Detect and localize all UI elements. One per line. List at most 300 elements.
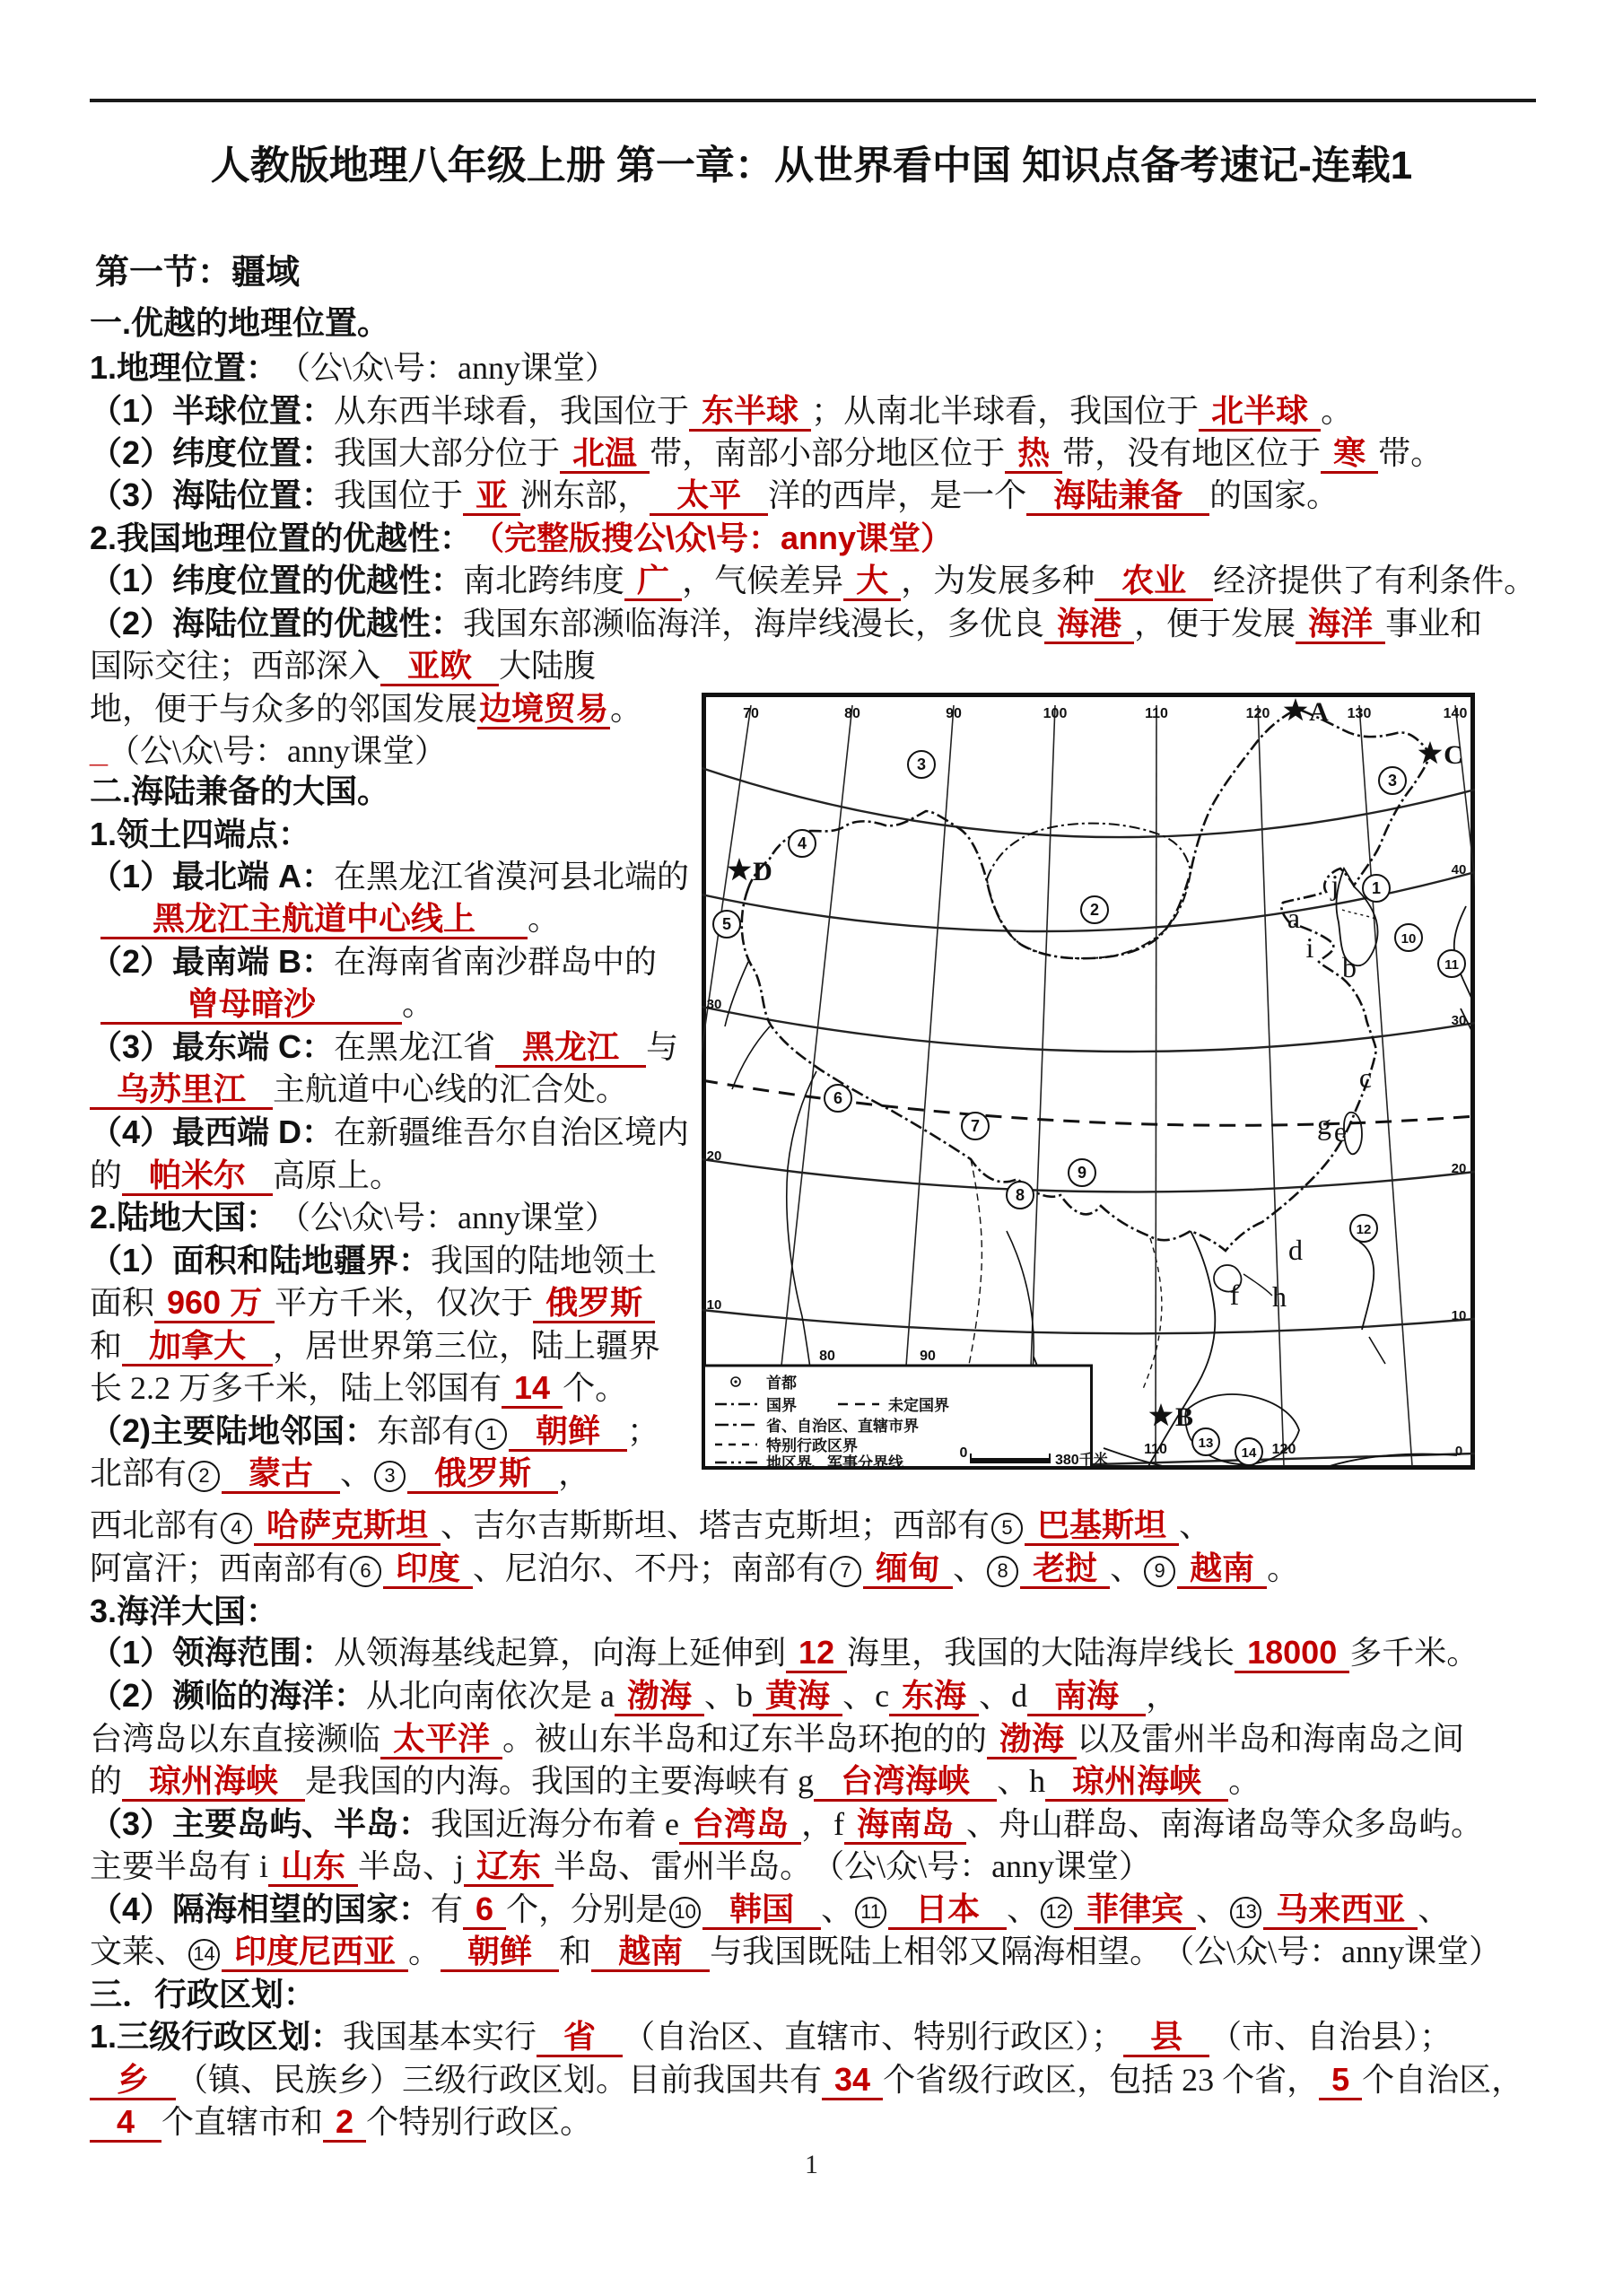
answer-blank: 4 bbox=[90, 2104, 161, 2143]
text-segment: （2）海陆位置的优越性： bbox=[90, 605, 464, 642]
text-segment: （2）濒临的海洋： bbox=[90, 1677, 367, 1714]
answer-blank: 北温 bbox=[560, 435, 650, 474]
text-line bbox=[90, 1975, 316, 2014]
text-segment: 带，南部小部分地区位于 bbox=[650, 435, 1006, 471]
answer-blank: 县 bbox=[1123, 2019, 1209, 2057]
text-segment: 1.地理位置： bbox=[90, 349, 263, 386]
answer-blank: 哈萨克斯坦 bbox=[254, 1507, 441, 1546]
answer-blank: 韩国 bbox=[702, 1891, 821, 1930]
text-segment: （1）纬度位置的优越性： bbox=[90, 562, 464, 598]
answer-blank: 北半球 bbox=[1199, 393, 1321, 432]
answer-blank: 海南岛 bbox=[844, 1806, 966, 1845]
answer-blank: 广 bbox=[624, 563, 682, 601]
text-segment: 2.我国地理位置的优越性： bbox=[90, 519, 457, 556]
text-segment: 经济提供了有利条件。 bbox=[1213, 563, 1537, 598]
text-segment: 、d bbox=[979, 1678, 1028, 1714]
text-segment: 与 bbox=[646, 1029, 679, 1065]
text-segment: ，为发展多种 bbox=[901, 563, 1095, 598]
text-segment: 。 bbox=[1228, 1763, 1261, 1799]
map-circled-number bbox=[1363, 875, 1390, 902]
circled-number: 13 bbox=[1230, 1897, 1261, 1928]
text-segment: 北部有 bbox=[90, 1455, 188, 1491]
text-line bbox=[90, 1454, 590, 1494]
svg-text:c: c bbox=[1358, 1061, 1373, 1094]
svg-text:13: 13 bbox=[1198, 1436, 1214, 1451]
answer-blank: 960 万 bbox=[154, 1285, 275, 1323]
svg-text:10: 10 bbox=[1400, 931, 1417, 947]
text-segment: （镇、民族乡）三级行政区划。目前我国共有 bbox=[176, 2062, 823, 2098]
text-line bbox=[90, 1846, 1151, 1887]
text-line bbox=[90, 519, 953, 558]
text-segment: 从北向南依次是 a bbox=[366, 1678, 615, 1714]
text-line bbox=[90, 731, 447, 771]
circled-number: 1 bbox=[476, 1419, 507, 1450]
answer-blank: 缅甸 bbox=[863, 1550, 953, 1589]
text-segment: 阿富汗；西南部有 bbox=[90, 1550, 349, 1586]
text-segment: 一.优越的地理位置。 bbox=[90, 304, 390, 341]
text-line bbox=[90, 561, 1536, 601]
answer-blank: 乡 bbox=[90, 2062, 176, 2100]
text-segment: 、c bbox=[842, 1678, 890, 1714]
text-segment: 的 bbox=[90, 1763, 123, 1799]
text-segment: 我国的陆地领土 bbox=[431, 1243, 658, 1279]
text-segment: 多千米。 bbox=[1349, 1635, 1479, 1671]
svg-text:90: 90 bbox=[946, 706, 962, 721]
circled-number: 2 bbox=[188, 1461, 220, 1492]
answer-blank: 印度 bbox=[383, 1550, 473, 1589]
text-segment: （3）最东端 C： bbox=[90, 1028, 335, 1065]
text-segment: （1）领海范围： bbox=[90, 1634, 335, 1671]
svg-text:100: 100 bbox=[1043, 706, 1068, 721]
text-segment: （4）隔海相望的国家： bbox=[90, 1890, 432, 1927]
text-line bbox=[90, 815, 310, 854]
circled-number: 10 bbox=[669, 1897, 701, 1928]
text-segment: 和 bbox=[90, 1328, 123, 1364]
text-segment: （市、自治县）； bbox=[1209, 2019, 1453, 2055]
text-segment: 2.陆地大国： bbox=[90, 1199, 263, 1235]
text-segment: ，便于发展 bbox=[1134, 606, 1296, 642]
text-segment: 、 bbox=[1418, 1891, 1451, 1927]
answer-blank: 6 bbox=[463, 1891, 506, 1930]
text-line bbox=[90, 1069, 628, 1110]
text-segment: ，气候差异 bbox=[682, 563, 844, 598]
text-segment: 半岛、j bbox=[358, 1848, 465, 1884]
answer-blank: 12 bbox=[786, 1635, 847, 1673]
svg-text:0: 0 bbox=[959, 1445, 968, 1461]
text-segment: 个，分别是 bbox=[506, 1891, 668, 1927]
text-segment: （公\众\号：anny课堂） bbox=[108, 733, 448, 769]
text-segment: 。 bbox=[1267, 1550, 1300, 1586]
text-segment: 带，没有地区位于 bbox=[1062, 435, 1322, 471]
svg-text:80: 80 bbox=[819, 1349, 835, 1364]
text-line bbox=[90, 1156, 402, 1196]
svg-text:h: h bbox=[1272, 1280, 1287, 1313]
text-segment: 3.海洋大国： bbox=[90, 1593, 279, 1629]
text-line bbox=[90, 1804, 1483, 1845]
answer-blank: 5 bbox=[1319, 2062, 1362, 2100]
circled-number: 5 bbox=[991, 1513, 1023, 1544]
answer-blank: 太平 bbox=[650, 477, 768, 516]
svg-text:1: 1 bbox=[1371, 879, 1382, 897]
circled-number: 3 bbox=[374, 1461, 406, 1492]
text-segment: 从东西半球看，我国位于 bbox=[334, 393, 690, 429]
text-line bbox=[90, 1027, 678, 1068]
answer-blank: 黑龙江主航道中心线上 bbox=[100, 901, 528, 939]
text-line bbox=[90, 604, 1482, 644]
svg-text:4: 4 bbox=[797, 834, 807, 852]
text-segment: 在黑龙江省 bbox=[334, 1029, 496, 1065]
text-segment: 、 bbox=[1196, 1891, 1229, 1927]
text-segment: 西北部有 bbox=[90, 1507, 220, 1543]
map-legend bbox=[704, 1366, 1108, 1470]
text-segment: ， bbox=[558, 1455, 591, 1491]
text-segment: 三．行政区划： bbox=[90, 1976, 317, 2012]
circled-number: 7 bbox=[830, 1556, 861, 1587]
svg-text:a: a bbox=[1287, 902, 1301, 934]
svg-text:20: 20 bbox=[1451, 1161, 1467, 1176]
text-segment: 国际交往；西部深入 bbox=[90, 648, 381, 684]
answer-blank: 蒙古 bbox=[222, 1455, 340, 1494]
text-segment: 我国基本实行 bbox=[343, 2019, 537, 2055]
svg-text:i: i bbox=[1305, 931, 1314, 964]
text-line bbox=[90, 391, 1353, 432]
svg-text:2: 2 bbox=[1089, 901, 1100, 919]
page-title: 人教版地理八年级上册 第一章：从世界看中国 知识点备考速记-连载1 bbox=[210, 144, 1413, 188]
text-segment: （公\众\号：anny课堂） bbox=[262, 350, 618, 386]
text-segment: ， bbox=[1146, 1678, 1179, 1714]
svg-text:国界: 国界 bbox=[766, 1397, 797, 1414]
text-segment: 我国东部濒临海洋，海岸线漫长，多优良 bbox=[463, 606, 1045, 642]
answer-blank: 省 bbox=[537, 2019, 623, 2057]
answer-blank: 海陆兼备 bbox=[1026, 477, 1209, 516]
svg-text:7: 7 bbox=[970, 1117, 981, 1135]
text-segment: 、尼泊尔、不丹；南部有 bbox=[473, 1550, 829, 1586]
map-circled-number bbox=[713, 911, 740, 938]
answer-blank: 辽东 bbox=[464, 1848, 554, 1887]
section-heading: 第一节：疆域 bbox=[95, 254, 301, 292]
text-line bbox=[90, 857, 689, 896]
text-segment: 、舟山群岛、南海诸岛等众多岛屿。 bbox=[966, 1806, 1484, 1842]
answer-blank: 海港 bbox=[1044, 606, 1134, 644]
map-circled-number bbox=[825, 1085, 851, 1112]
answer-blank: 亚 bbox=[463, 477, 520, 516]
text-segment: （2）最南端 B： bbox=[90, 943, 335, 980]
answer-blank: 琼州海峡 bbox=[122, 1763, 305, 1802]
answer-blank: 渤海 bbox=[615, 1678, 704, 1716]
map-circled-number bbox=[1235, 1438, 1262, 1465]
svg-text:e: e bbox=[1333, 1115, 1348, 1148]
answer-blank: 俄罗斯 bbox=[407, 1455, 558, 1494]
svg-text:b: b bbox=[1342, 951, 1357, 983]
text-segment: ；从南北半球看，我国位于 bbox=[811, 393, 1200, 429]
text-segment: 。 bbox=[1321, 393, 1354, 429]
answer-blank: 加拿大 bbox=[122, 1328, 273, 1366]
answer-blank: 亚欧 bbox=[380, 648, 499, 686]
answer-blank: 菲律宾 bbox=[1074, 1891, 1196, 1930]
svg-text:110: 110 bbox=[1144, 1442, 1167, 1457]
circled-number: 4 bbox=[221, 1513, 252, 1544]
svg-text:地区界、军事分界线: 地区界、军事分界线 bbox=[766, 1454, 903, 1470]
text-line bbox=[90, 2017, 1452, 2057]
map-circled-number bbox=[1081, 896, 1108, 923]
text-segment: 与我国既陆上相邻又隔海相望。 （公\众\号：anny课堂） bbox=[710, 1934, 1502, 1969]
text-segment: 东部有 bbox=[377, 1413, 475, 1449]
svg-text:j: j bbox=[1331, 869, 1339, 901]
answer-blank: 海洋 bbox=[1296, 606, 1385, 644]
svg-text:380千米: 380千米 bbox=[1055, 1453, 1108, 1468]
map-circled-number bbox=[1379, 767, 1406, 794]
text-segment: 台湾岛以东直接濒临 bbox=[90, 1721, 381, 1757]
svg-text:14: 14 bbox=[1241, 1445, 1257, 1461]
text-segment: 南北跨纬度 bbox=[463, 563, 625, 598]
svg-text:120: 120 bbox=[1271, 1442, 1296, 1457]
answer-blank: 朝鲜 bbox=[509, 1413, 627, 1452]
circled-number: 9 bbox=[1144, 1556, 1175, 1587]
svg-text:D: D bbox=[753, 857, 772, 886]
map-circled-number bbox=[1395, 924, 1422, 951]
text-line bbox=[90, 772, 389, 811]
text-segment: （2）纬度位置： bbox=[90, 434, 335, 471]
answer-blank: 34 bbox=[822, 2062, 883, 2100]
text-line bbox=[90, 303, 389, 343]
text-line bbox=[90, 1368, 627, 1409]
circled-number: 12 bbox=[1041, 1897, 1072, 1928]
answer-blank: 边境贸易 bbox=[477, 691, 610, 729]
text-segment: （4）最西端 D： bbox=[90, 1113, 335, 1150]
text-line bbox=[90, 942, 657, 982]
text-segment: 个。 bbox=[563, 1370, 628, 1406]
text-segment: 文莱、 bbox=[90, 1934, 188, 1969]
text-line bbox=[90, 1198, 617, 1237]
text-line bbox=[100, 899, 560, 939]
text-line bbox=[90, 1411, 659, 1452]
text-line bbox=[90, 1283, 655, 1323]
text-segment: ，居世界第三位，陆上疆界 bbox=[273, 1328, 661, 1364]
text-line bbox=[90, 689, 642, 729]
text-segment: （1）最北端 A： bbox=[90, 858, 335, 895]
text-segment: 个特别行政区。 bbox=[366, 2104, 593, 2140]
svg-text:90: 90 bbox=[920, 1349, 936, 1364]
answer-blank: 巴基斯坦 bbox=[1025, 1507, 1179, 1546]
svg-text:g: g bbox=[1317, 1108, 1331, 1140]
text-segment: 。 bbox=[408, 1934, 441, 1969]
circled-number: 8 bbox=[987, 1556, 1018, 1587]
text-line bbox=[90, 1113, 689, 1152]
text-segment: 平方千米，仅次于 bbox=[275, 1285, 534, 1321]
text-segment: 我国位于 bbox=[334, 477, 464, 513]
text-line bbox=[90, 476, 1339, 516]
answer-blank: 14 bbox=[502, 1370, 563, 1409]
answer-blank: 黑龙江 bbox=[495, 1029, 646, 1068]
text-line bbox=[90, 1633, 1479, 1673]
text-line bbox=[100, 984, 434, 1025]
answer-blank: 琼州海峡 bbox=[1045, 1763, 1228, 1802]
answer-blank: 大 bbox=[843, 563, 901, 601]
answer-blank: 老挝 bbox=[1020, 1550, 1110, 1589]
svg-text:140: 140 bbox=[1443, 706, 1468, 721]
answer-blank: 南海 bbox=[1027, 1678, 1146, 1716]
answer-blank: 印度尼西亚 bbox=[222, 1934, 408, 1972]
answer-blank: 越南 bbox=[591, 1934, 710, 1972]
header-rule bbox=[90, 99, 1536, 102]
svg-text:12: 12 bbox=[1356, 1222, 1372, 1237]
svg-text:10: 10 bbox=[706, 1297, 722, 1313]
text-segment: （公\众\号：anny课堂） bbox=[262, 1200, 618, 1235]
answer-blank: 曾母暗沙 bbox=[100, 986, 402, 1025]
svg-text:120: 120 bbox=[1245, 706, 1270, 721]
text-line bbox=[90, 2060, 1523, 2100]
text-segment: 主航道中心线的汇合处。 bbox=[273, 1071, 629, 1107]
circled-number: 6 bbox=[350, 1556, 381, 1587]
text-segment: 1.领土四端点： bbox=[90, 816, 311, 852]
text-line bbox=[90, 348, 617, 388]
text-segment: 高原上。 bbox=[273, 1157, 403, 1193]
svg-text:未定国界: 未定国界 bbox=[888, 1397, 949, 1414]
answer-blank: 台湾岛 bbox=[679, 1806, 801, 1845]
svg-text:3: 3 bbox=[1387, 772, 1398, 790]
svg-text:70: 70 bbox=[743, 706, 759, 721]
map-circled-number bbox=[1192, 1428, 1219, 1455]
text-segment: ； bbox=[627, 1413, 660, 1449]
text-segment: 带。 bbox=[1378, 435, 1444, 471]
answer-blank: 2 bbox=[323, 2104, 366, 2143]
answer-blank: 俄罗斯 bbox=[533, 1285, 655, 1323]
text-segment: 我国近海分布着 e bbox=[431, 1806, 680, 1842]
circled-number: 11 bbox=[855, 1897, 886, 1928]
map-circled-number bbox=[908, 751, 935, 778]
text-segment: _ bbox=[90, 732, 109, 769]
text-line bbox=[90, 1326, 660, 1366]
text-segment: ，f bbox=[801, 1806, 845, 1842]
text-segment: 洋的西岸，是一个 bbox=[768, 477, 1027, 513]
answer-blank: 太平洋 bbox=[380, 1721, 502, 1759]
svg-text:5: 5 bbox=[721, 915, 732, 933]
text-segment: 的 bbox=[90, 1157, 123, 1193]
answer-blank: 寒 bbox=[1321, 435, 1378, 474]
answer-blank: 乌苏里江 bbox=[90, 1071, 273, 1110]
text-segment: 事业和 bbox=[1385, 606, 1483, 642]
text-segment: （1）面积和陆地疆界： bbox=[90, 1242, 432, 1279]
answer-blank: 黄海 bbox=[753, 1678, 842, 1716]
svg-text:0: 0 bbox=[1454, 1444, 1463, 1459]
text-segment: 我国大部分位于 bbox=[334, 435, 561, 471]
svg-text:130: 130 bbox=[1347, 706, 1372, 721]
text-segment: 半岛、雷州半岛。 （公\众\号：anny课堂） bbox=[554, 1848, 1152, 1884]
china-map bbox=[702, 693, 1475, 1470]
svg-text:11: 11 bbox=[1444, 957, 1459, 973]
text-segment: 个自治区， bbox=[1362, 2062, 1524, 2098]
svg-text:B: B bbox=[1174, 1402, 1194, 1432]
text-line bbox=[90, 1761, 1261, 1802]
text-line bbox=[90, 1890, 1450, 1930]
text-segment: （3）海陆位置： bbox=[90, 476, 335, 513]
text-segment: 面积 bbox=[90, 1285, 155, 1321]
text-segment: 、 bbox=[1007, 1891, 1040, 1927]
answer-blank: 帕米尔 bbox=[122, 1157, 273, 1196]
text-segment: 地，便于与众多的邻国发展 bbox=[90, 691, 478, 727]
text-segment: 在新疆维吾尔自治区境内 bbox=[334, 1114, 690, 1150]
svg-text:6: 6 bbox=[833, 1089, 843, 1107]
text-segment: 以及雷州半岛和海南岛之间 bbox=[1077, 1721, 1465, 1757]
text-segment: 、 bbox=[953, 1550, 986, 1586]
svg-text:8: 8 bbox=[1015, 1186, 1025, 1204]
answer-blank: 热 bbox=[1005, 435, 1062, 474]
page-number: 1 bbox=[805, 2150, 818, 2179]
text-segment: 、吉尔吉斯斯坦、塔吉克斯坦；西部有 bbox=[441, 1507, 990, 1543]
text-segment: 、b bbox=[704, 1678, 754, 1714]
svg-text:30: 30 bbox=[706, 997, 722, 1012]
svg-text:110: 110 bbox=[1145, 706, 1168, 721]
answer-blank: 日本 bbox=[888, 1891, 1007, 1930]
svg-text:9: 9 bbox=[1077, 1164, 1087, 1182]
text-segment: （2)主要陆地邻国： bbox=[90, 1412, 378, 1449]
answer-blank: 朝鲜 bbox=[441, 1934, 559, 1972]
svg-text:80: 80 bbox=[844, 706, 860, 721]
text-line bbox=[90, 1676, 1178, 1716]
text-segment: （3）主要岛屿、半岛： bbox=[90, 1805, 432, 1842]
svg-text:C: C bbox=[1444, 740, 1463, 770]
text-segment: 、 bbox=[1110, 1550, 1143, 1586]
text-segment: 。被山东半岛和辽东半岛环抱的的 bbox=[502, 1721, 988, 1757]
svg-text:3: 3 bbox=[916, 755, 927, 773]
text-segment: 和 bbox=[559, 1934, 592, 1969]
text-segment: 大陆腹 bbox=[499, 648, 597, 684]
text-segment: 长 2.2 万多千米，陆上邻国有 bbox=[90, 1370, 502, 1406]
svg-text:首都: 首都 bbox=[766, 1375, 797, 1392]
text-segment: 。 bbox=[528, 901, 561, 937]
text-segment: 的国家。 bbox=[1209, 477, 1339, 513]
map-circled-number bbox=[962, 1113, 989, 1139]
text-segment: 二.海陆兼备的大国。 bbox=[90, 773, 390, 809]
answer-blank: 马来西亚 bbox=[1263, 1891, 1418, 1930]
text-line bbox=[90, 1241, 657, 1280]
answer-blank: 越南 bbox=[1177, 1550, 1267, 1589]
circled-number: 14 bbox=[188, 1939, 220, 1970]
answer-blank: 山东 bbox=[268, 1848, 358, 1887]
answer-blank: 台湾海峡 bbox=[814, 1763, 997, 1802]
svg-text:特别行政区界: 特别行政区界 bbox=[766, 1437, 858, 1454]
answer-blank: 农业 bbox=[1095, 563, 1213, 601]
text-segment: 个直辖市和 bbox=[161, 2104, 324, 2140]
text-segment: 在海南省南沙群岛中的 bbox=[334, 944, 658, 980]
text-segment: 有 bbox=[431, 1891, 464, 1927]
text-segment: 1.三级行政区划： bbox=[90, 2018, 344, 2055]
text-line bbox=[90, 1592, 278, 1631]
text-segment: （完整版搜公\众\号：anny课堂） bbox=[456, 519, 954, 556]
text-segment: 、 bbox=[1179, 1507, 1212, 1543]
text-segment: 、 bbox=[340, 1455, 373, 1491]
text-line bbox=[90, 2102, 592, 2143]
text-segment: （1）半球位置： bbox=[90, 392, 335, 429]
svg-text:f: f bbox=[1229, 1279, 1240, 1311]
text-segment: 主要半岛有 i bbox=[90, 1848, 269, 1884]
text-segment: 。 bbox=[402, 986, 435, 1022]
text-line bbox=[90, 1549, 1299, 1589]
text-line bbox=[90, 1719, 1464, 1759]
map-circled-number bbox=[789, 830, 816, 857]
text-segment: 在黑龙江省漠河县北端的 bbox=[334, 859, 690, 895]
svg-text:d: d bbox=[1288, 1234, 1303, 1266]
svg-text:省、自治区、直辖市界: 省、自治区、直辖市界 bbox=[766, 1418, 919, 1435]
text-line bbox=[90, 433, 1443, 474]
text-segment: 是我国的内海。我国的主要海峡有 g bbox=[305, 1763, 815, 1799]
answer-blank: 东半球 bbox=[689, 393, 811, 432]
text-segment: 、h bbox=[997, 1763, 1046, 1799]
svg-text:30: 30 bbox=[1451, 1013, 1467, 1028]
map-circled-number bbox=[1350, 1215, 1377, 1242]
text-line bbox=[90, 1506, 1211, 1546]
text-segment: （自治区、直辖市、特别行政区）； bbox=[623, 2019, 1124, 2055]
